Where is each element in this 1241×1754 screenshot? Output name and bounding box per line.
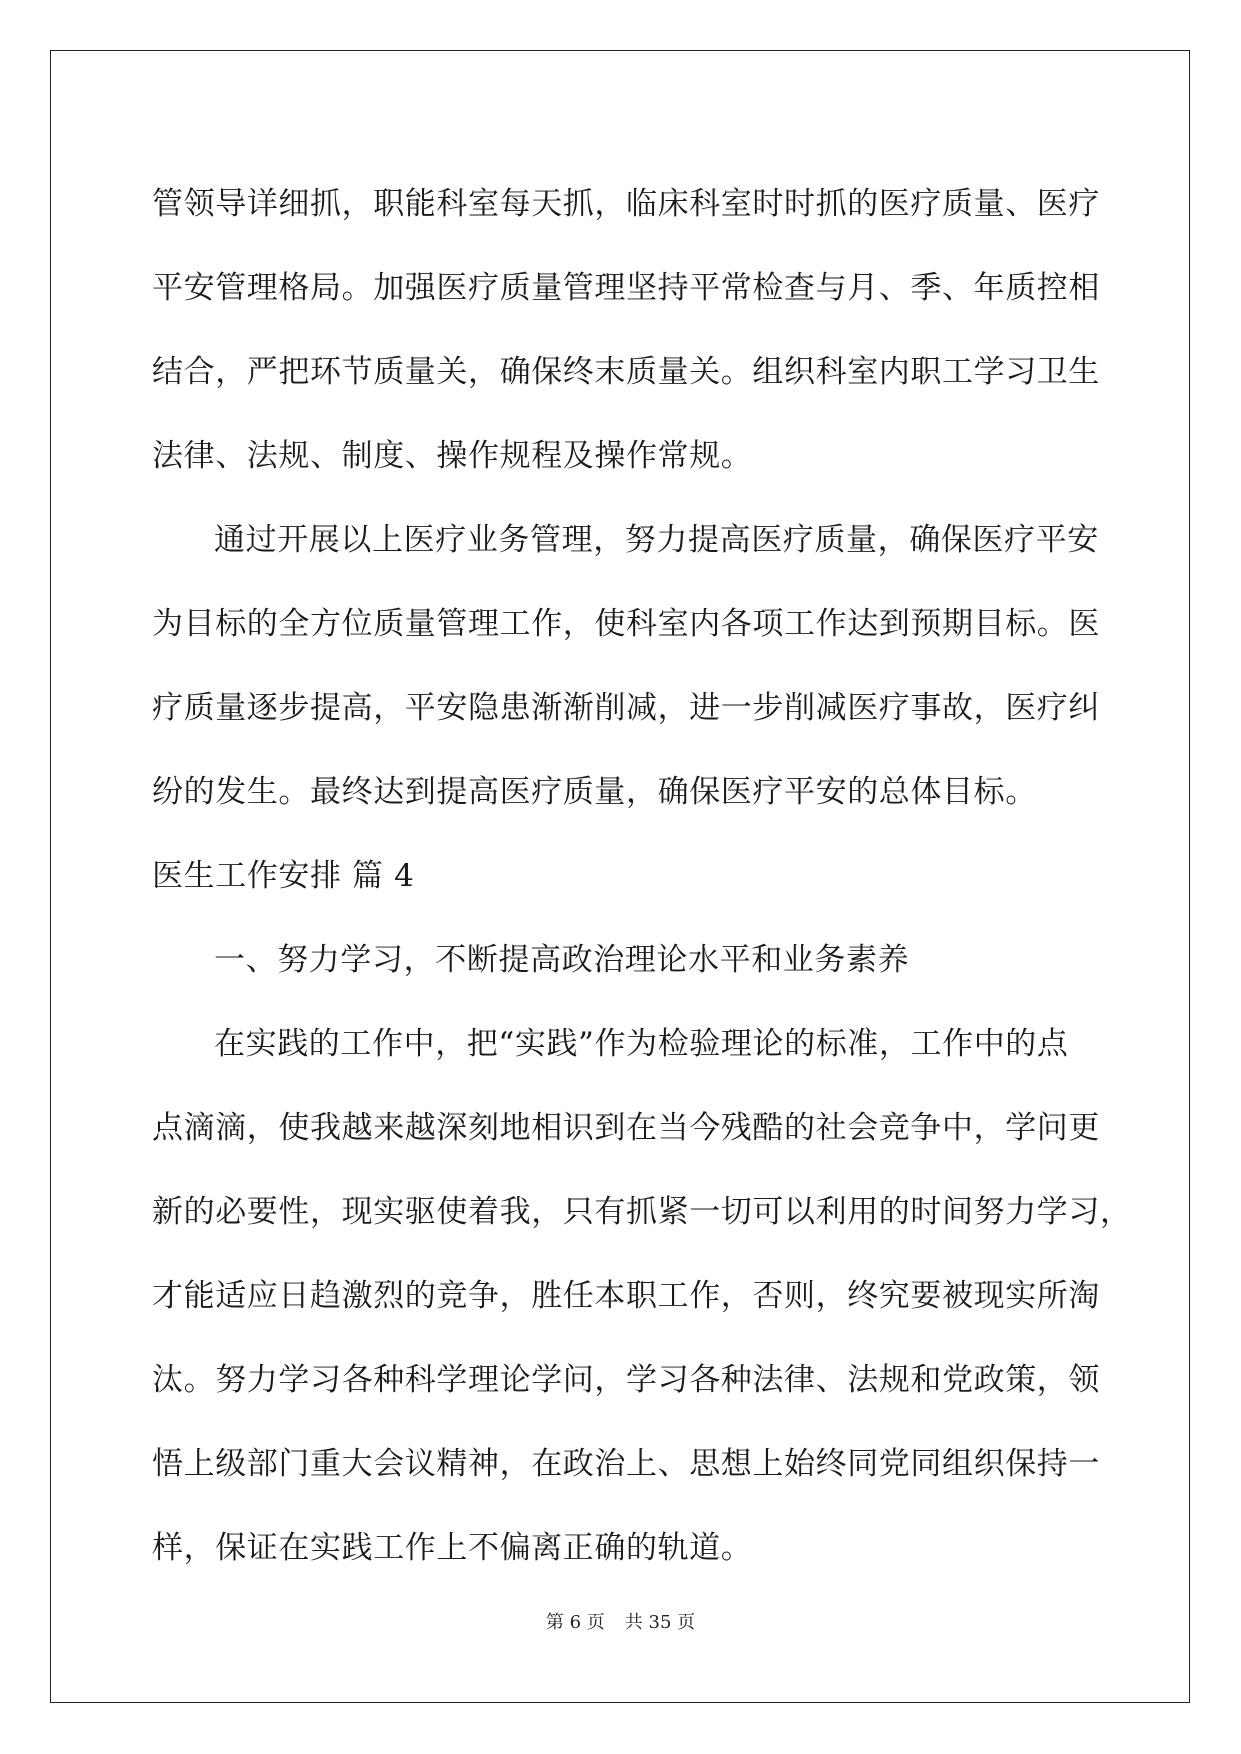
page-footer (0, 1608, 1241, 1634)
page-number: 第 6 页 (545, 1612, 605, 1633)
text-line: 汰。努力学习各种科学理论学问，学习各种法律、法规和党政策，领 (152, 1362, 1100, 1398)
document-body (152, 162, 1132, 1590)
section-heading: 医生工作安排 篇 4 (152, 858, 415, 894)
subsection-heading: 一、努力学习，不断提高政治理论水平和业务素养 (214, 942, 910, 978)
text-line: 管领导详细抓，职能科室每天抓，临床科室时时抓的医疗质量、医疗 (152, 186, 1100, 222)
text-line: 悟上级部门重大会议精神，在政治上、思想上始终同党同组织保持一 (152, 1446, 1100, 1482)
paragraph-start-line: 在实践的工作中，把“实践”作为检验理论的标准，工作中的点 (214, 1026, 1069, 1062)
paragraph-start-line: 通过开展以上医疗业务管理，努力提高医疗质量，确保医疗平安 (214, 522, 1099, 558)
text-line: 纷的发生。最终达到提高医疗质量，确保医疗平安的总体目标。 (152, 774, 1037, 810)
text-line: 才能适应日趋激烈的竞争，胜任本职工作，否则，终究要被现实所淘 (152, 1278, 1100, 1314)
text-line: 样，保证在实践工作上不偏离正确的轨道。 (152, 1530, 753, 1566)
text-line: 点滴滴，使我越来越深刻地相识到在当今残酷的社会竞争中，学问更 (152, 1110, 1100, 1146)
page-total: 共 35 页 (624, 1612, 696, 1633)
text-line: 平安管理格局。加强医疗质量管理坚持平常检查与月、季、年质控相 (152, 270, 1100, 306)
text-line: 疗质量逐步提高，平安隐患渐渐削减，进一步削减医疗事故，医疗纠 (152, 690, 1100, 726)
text-line: 新的必要性，现实驱使着我，只有抓紧一切可以利用的时间努力学习， (152, 1194, 1132, 1230)
text-line: 结合，严把环节质量关，确保终末质量关。组织科室内职工学习卫生 (152, 354, 1100, 390)
text-line: 为目标的全方位质量管理工作，使科室内各项工作达到预期目标。医 (152, 606, 1100, 642)
text-line: 法律、法规、制度、操作规程及操作常规。 (152, 438, 753, 474)
